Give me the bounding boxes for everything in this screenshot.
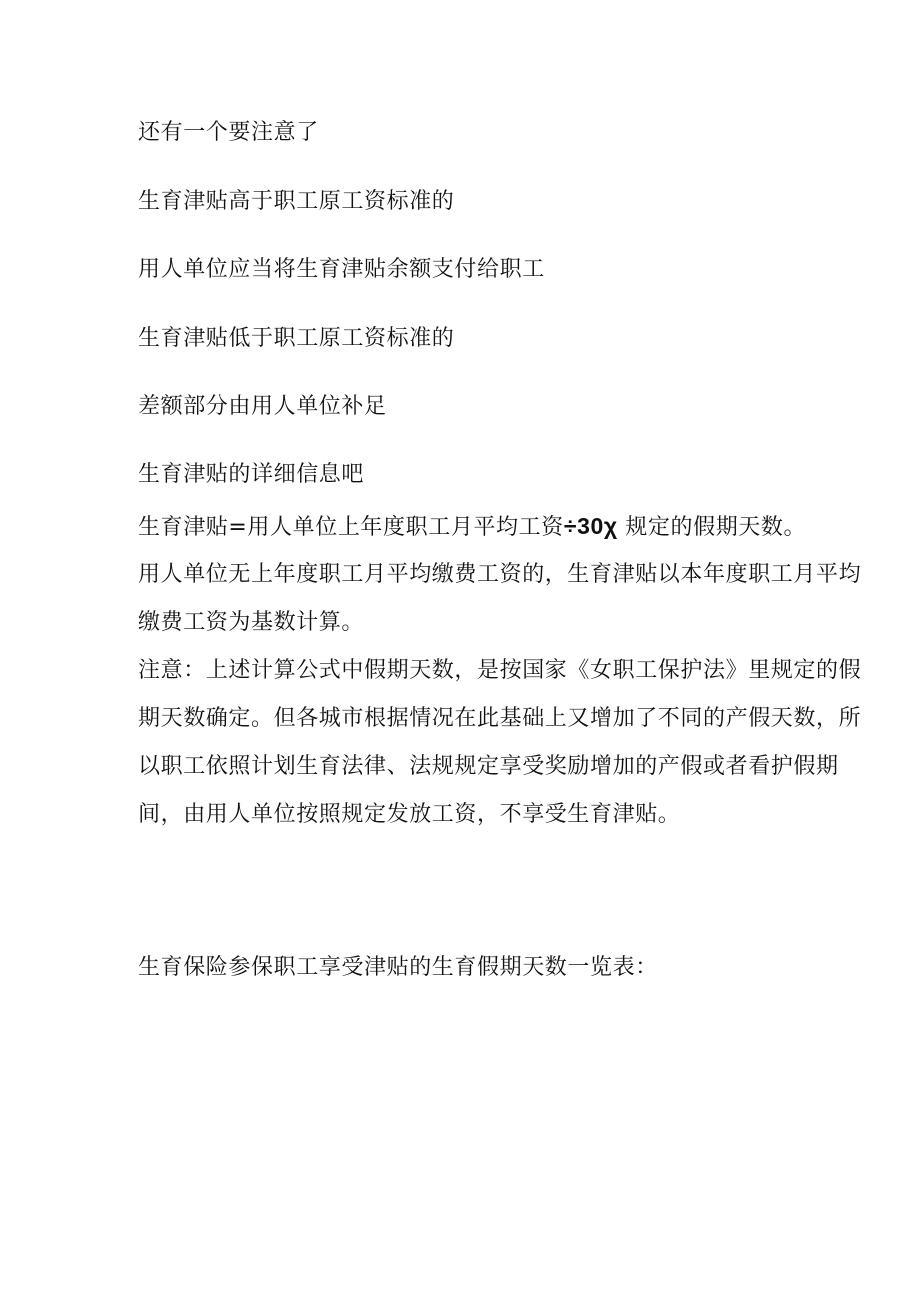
formula-prefix: 生育津贴=用人单位上年度职工月平均工资	[138, 515, 564, 540]
text-line: 用人单位应当将生育津贴余额支付给职工	[138, 257, 545, 282]
formula-suffix: 规定的假期天数。	[617, 515, 807, 540]
text-line: 还有一个要注意了	[138, 120, 319, 145]
paragraph: 用人单位无上年度职工月平均缴费工资的，生育津贴以本年度职工月平均缴费工资为基数计算。	[138, 562, 862, 635]
note-paragraph: 注意：上述计算公式中假期天数，是按国家《女职工保护法》里规定的假期天数确定。但各城市根据情况在此基础上又增加了不同的产假天数，所以职工依照计划生育法律、法规规定享受奖励增加的产假或者看护假期间，由用人单位按照规定发放工资，不享受生育津贴。	[138, 658, 862, 827]
text-line: 差额部分由用人单位补足	[138, 394, 387, 419]
text-line: 生育津贴的详细信息吧	[138, 462, 365, 487]
formula-operator: ÷30χ	[563, 513, 618, 539]
table-intro: 生育保险参保职工享受津贴的生育假期天数一览表：	[138, 955, 658, 980]
text-line: 生育津贴低于职工原工资标准的	[138, 326, 455, 351]
text-line: 生育津贴高于职工原工资标准的	[138, 189, 455, 214]
formula-line	[138, 511, 806, 543]
